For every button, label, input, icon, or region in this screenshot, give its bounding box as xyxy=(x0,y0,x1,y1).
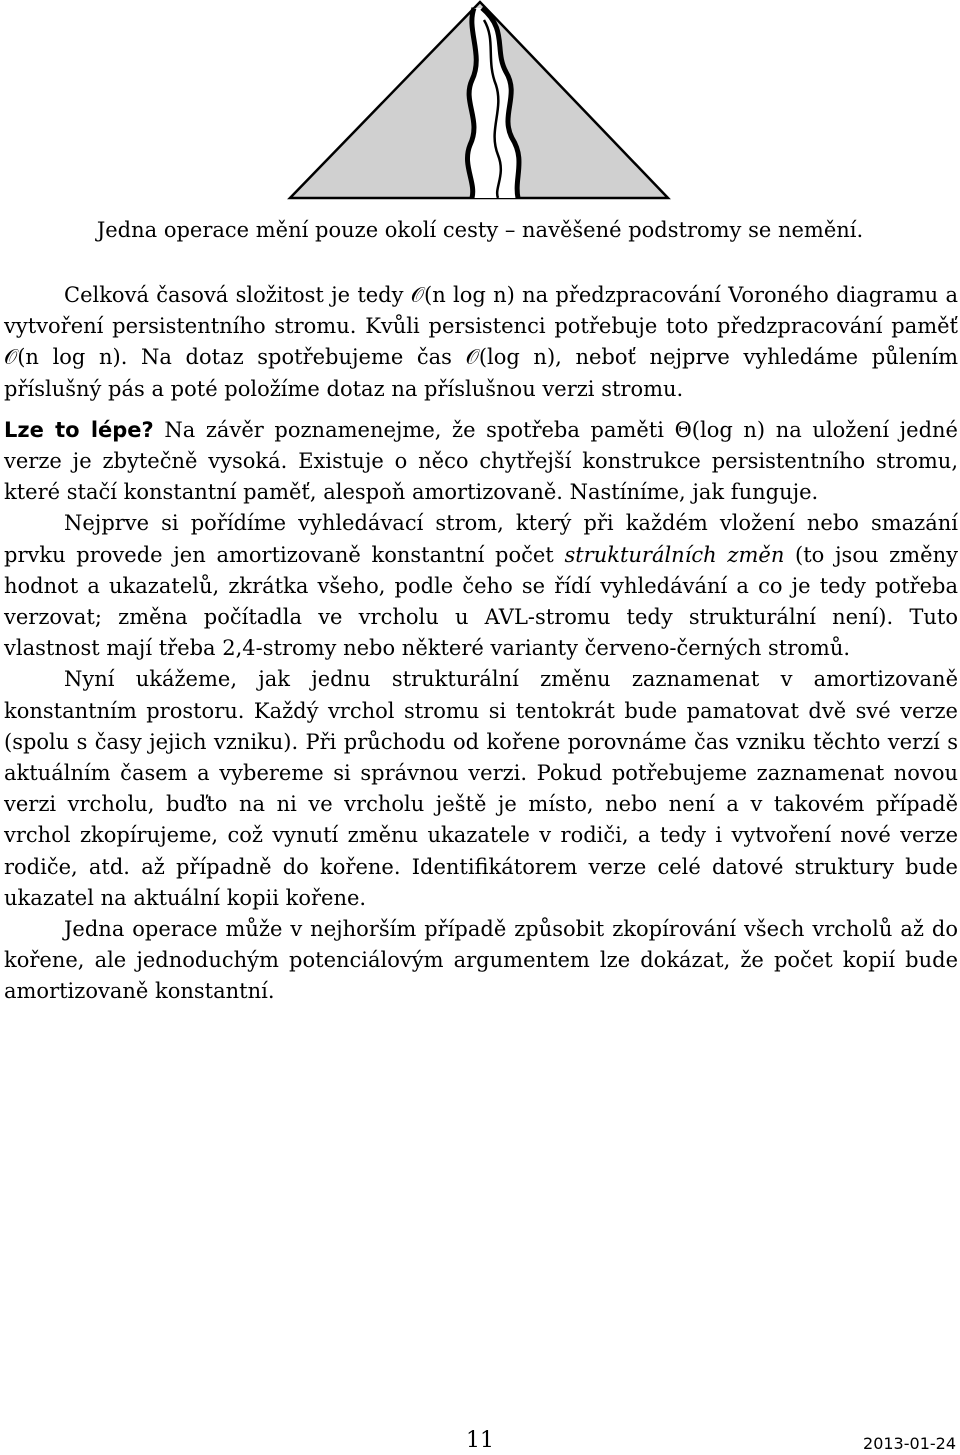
paragraph-amortized: Jedna operace může v nejhorším případě způsobit zkopírování všech vrcholů až do kořene, ale jednoduchým potenciálovým argumentem lze dokázat, že počet kopií bude amortizovaně konstantní. xyxy=(4,917,958,1004)
main-text xyxy=(4,280,958,1008)
persistent-tree-triangle-icon xyxy=(286,0,674,204)
figure-caption: Jedna operace mění pouze okolí cesty – navěšené podstromy se nemění. xyxy=(96,218,864,242)
paragraph-text: Nejprve si pořídíme vyhledávací strom, který při každém vložení nebo smazání prvku provede jen amortizovaně konstantní počet xyxy=(4,511,958,567)
paragraph-structural-changes xyxy=(4,508,958,664)
page-number: 11 xyxy=(466,1428,494,1453)
paragraph-complexity: Celková časová složitost je tedy 𝒪(n log n) na předzpracování Voroného diagramu a vytvoření persistentního stromu. Kvůli persistenci potřebuje toto předzpracování paměť 𝒪(n log n). Na dotaz spotřebujeme čas 𝒪(log n), neboť nejprve vyhledáme půlením příslušný pás a poté položíme dotaz na příslušnou verzi stromu. xyxy=(4,283,958,401)
emphasis-term: strukturálních změn xyxy=(564,542,785,567)
paragraph-versions: Nyní ukážeme, jak jednu strukturální změnu zaznamenat v amortizovaně konstantním prostoru. Každý vrchol stromu si tentokrát bude pamatovat dvě své verze (spolu s časy jejich vzniku). Při průchodu od kořene porovnáme čas vzniku těchto verzí s aktuálním časem a vybereme si správnou verzi. Pokud potřebujeme zaznamenat novou verzi vrcholu, buďto na ni ve vrcholu ještě je místo, nebo není a v takovém případě vrchol zkopírujeme, což vynutí změnu ukazatele v rodiči, a tedy i vytvoření nové verze rodiče, atd. až případně do kořene. Identifikátorem verze celé datové struktury bude ukazatel na aktuální kopii kořene. xyxy=(4,667,958,910)
paragraph-heading: Lze to lépe? xyxy=(4,417,154,442)
paragraph-text: Na závěr poznamenejme, že spotřeba paměti Θ(log n) na uložení jedné verze je zbytečně vysoká. Existuje o něco chytřejší konstrukce persistentního stromu, které stačí konstantní paměť, alespoň amortizovaně. Nastíníme, jak funguje. xyxy=(4,417,958,505)
tree-figure xyxy=(286,0,674,204)
paragraph-better xyxy=(4,415,958,509)
paragraph-text: (to jsou změny hodnot a ukazatelů, zkrátka všeho, podle čeho se řídí vyhledávání a co je tedy potřeba verzovat; změna počítadla ve vrcholu u AVL-stromu tedy strukturální není). Tuto vlastnost mají třeba 2,4-stromy nebo některé varianty červeno-černých stromů. xyxy=(4,542,958,661)
page-date: 2013-01-24 xyxy=(863,1434,956,1453)
